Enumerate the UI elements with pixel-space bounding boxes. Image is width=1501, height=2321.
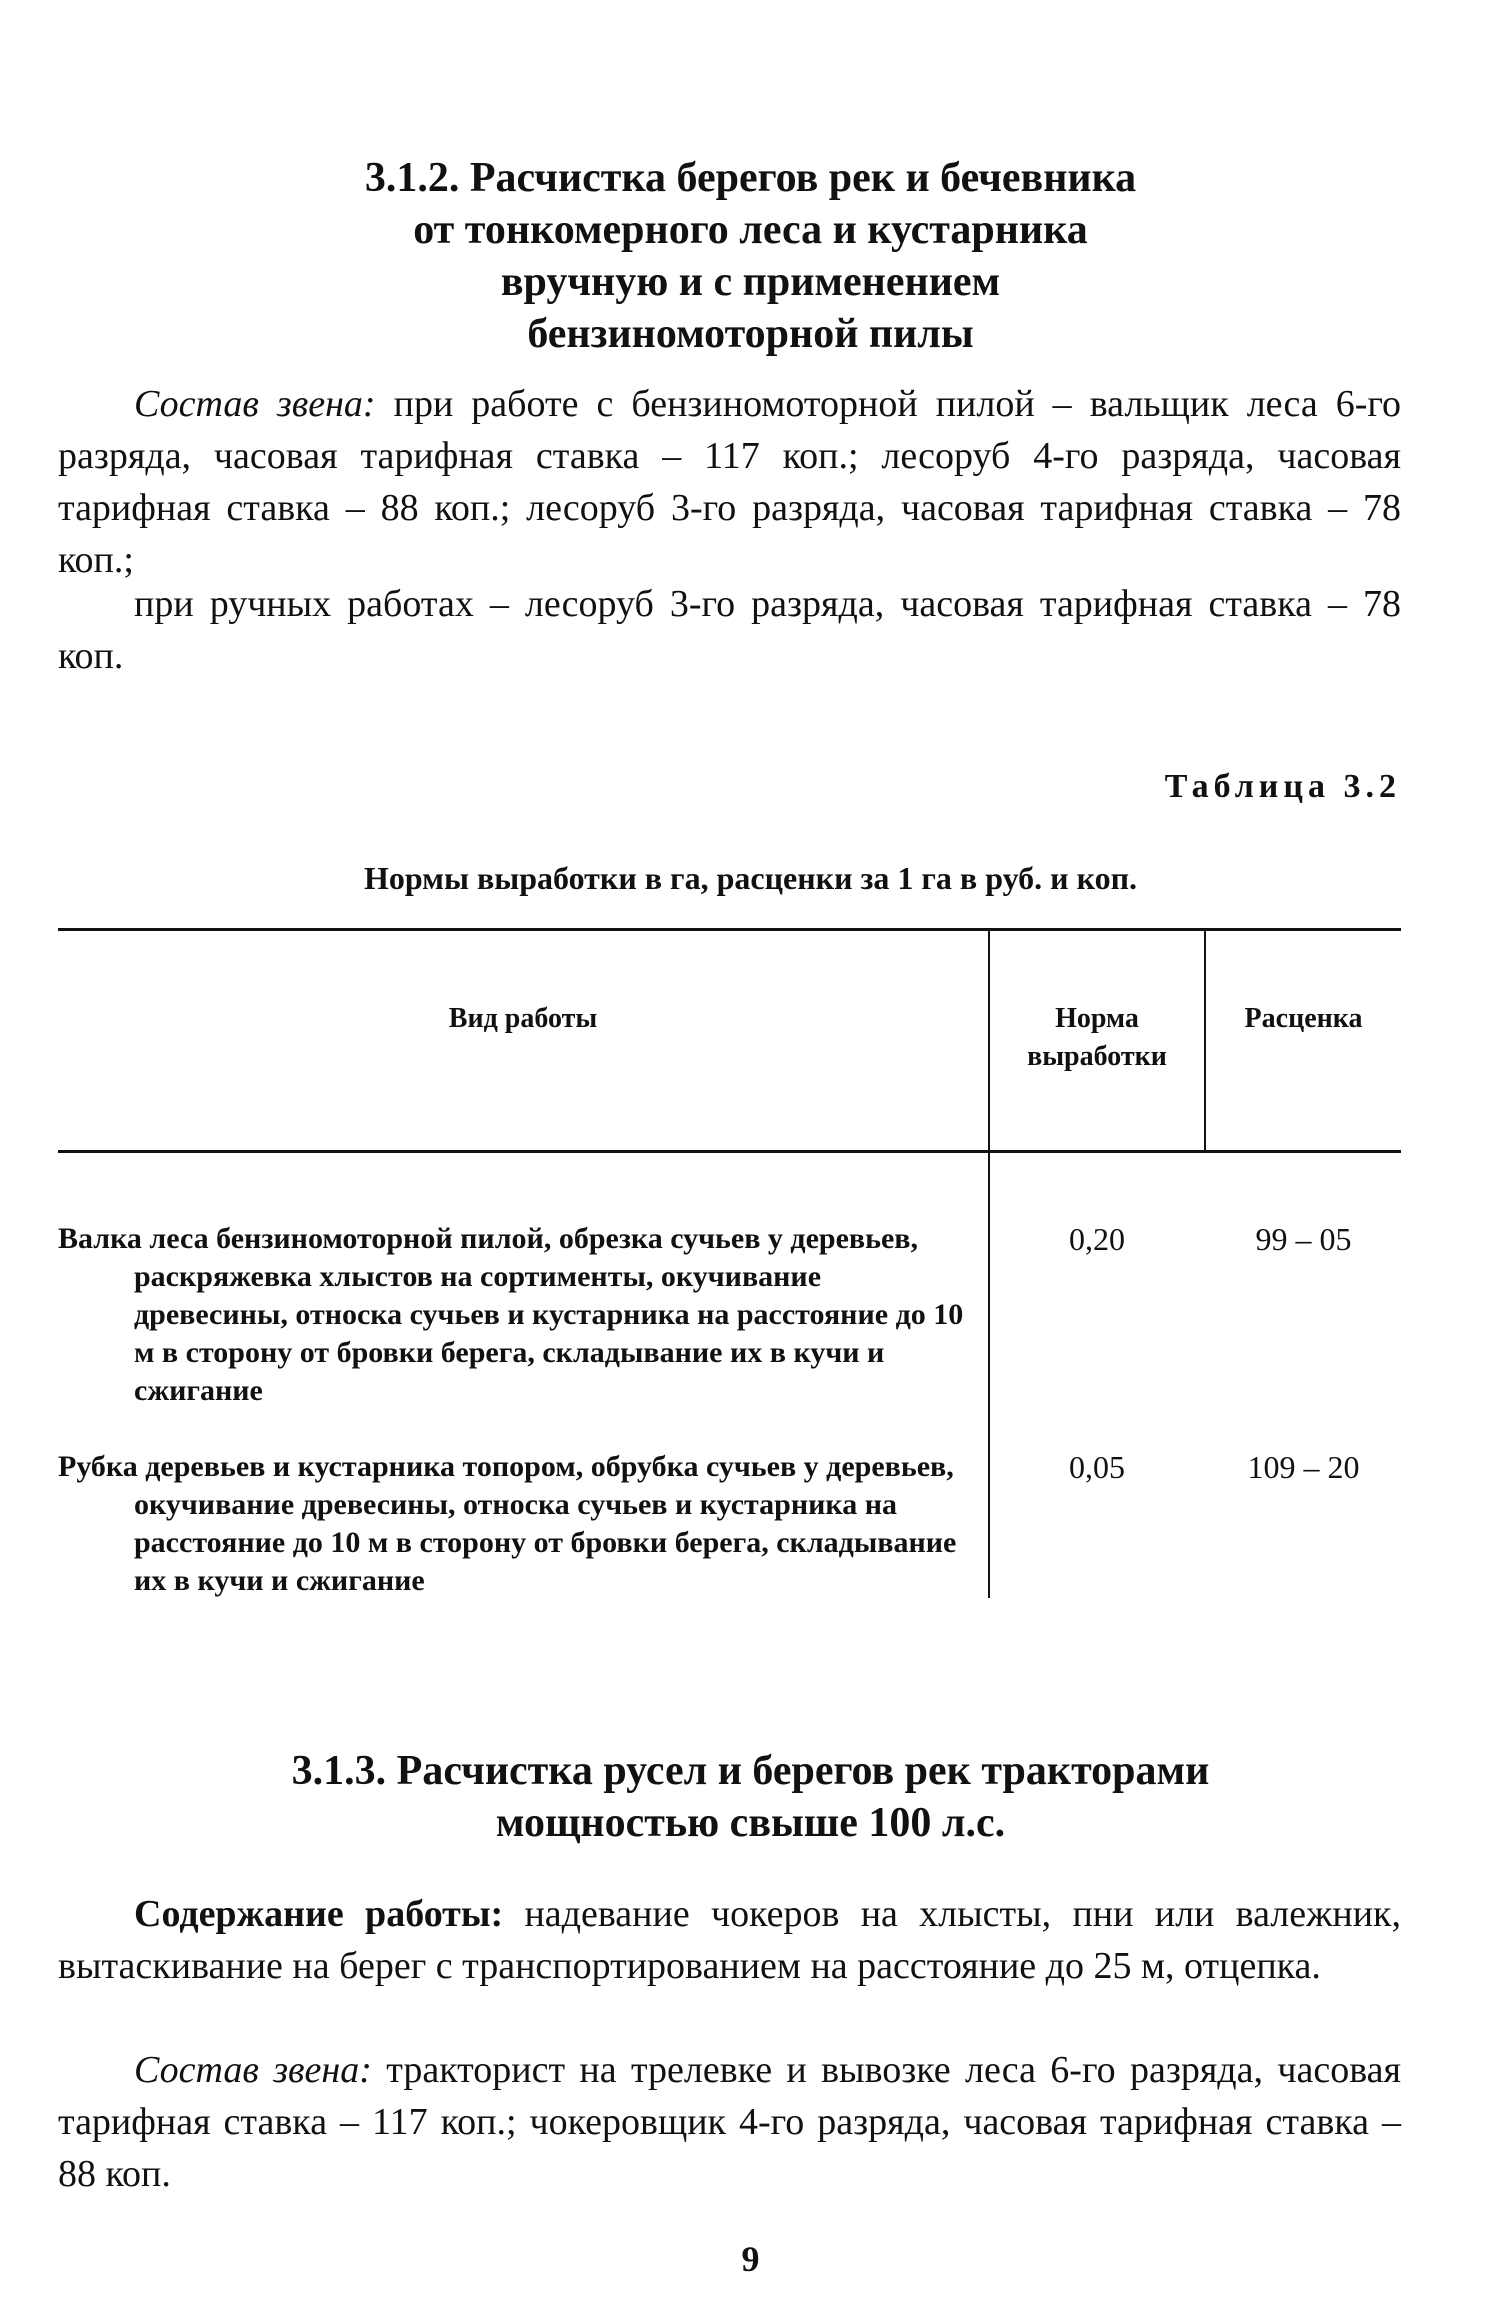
heading-line: от тонкомерного леса и кустарника [413, 207, 1088, 253]
heading-line: бензиномоторной пилы [527, 311, 974, 357]
heading-line: 3.1.3. Расчистка русел и берегов рек тракторами [291, 1748, 1210, 1794]
rate-value: 99 – 05 [1255, 1221, 1352, 1257]
work-description: Рубка деревьев и кустарника топором, обрубка сучьев у деревьев, окучивание древесины, относка сучьев и кустарника на расстояние до 10 м в сторону от бровки берега, складывание их в кучи и сжигание [58, 1450, 957, 1597]
header-norm [990, 1000, 1204, 1076]
header-work-type: Вид работы [448, 1003, 598, 1034]
norm-value: 0,05 [1069, 1449, 1125, 1485]
work-description: Валка леса бензиномоторной пилой, обрезка сучьев у деревьев, раскряжевка хлыстов на сортименты, окучивание древесины, относка сучьев и кустарника на расстояние до 10 м в сторону от бровки берега, складывание их в кучи и сжигание [58, 1222, 964, 1407]
crew-lead: Состав звена: [134, 383, 376, 425]
crew-lead: Состав звена: [134, 2049, 372, 2091]
table-row-work [58, 1448, 978, 1600]
section-heading-3-1-3 [0, 1745, 1501, 1849]
page-number: 9 [741, 2239, 760, 2279]
crew-paragraph [58, 378, 1401, 586]
norm-value: 0,20 [1069, 1221, 1125, 1257]
section-heading-3-1-2 [0, 152, 1501, 360]
table-header-rule [58, 1150, 1401, 1153]
content-lead: Содержание работы: [134, 1893, 504, 1935]
table-title: Нормы выработки в га, расценки за 1 га в руб. и коп. [363, 860, 1138, 896]
heading-line: вручную и с применением [500, 259, 1001, 305]
table-row-work [58, 1220, 978, 1410]
table-column-divider [1204, 928, 1206, 1152]
content-text: надевание чокеров на хлысты, пни или валежник, вытаскивание на берег с транспортированием на расстояние до 25 м, отцепка. [58, 1893, 1402, 1987]
crew-paragraph [58, 2044, 1401, 2200]
header-norm-line: выработки [1027, 1041, 1167, 1072]
crew-text: тракторист на трелевке и вывозке леса 6-го разряда, часовая тарифная ставка – 117 коп.; чокеровщик 4-го разряда, часовая тарифная ставка – 88 коп. [58, 2049, 1401, 2195]
table-top-rule [58, 928, 1401, 931]
heading-line: 3.1.2. Расчистка берегов рек и бечевника [364, 155, 1137, 201]
header-norm-line: Норма [1055, 1003, 1139, 1034]
table-caption: Таблица 3.2 [1164, 768, 1401, 805]
work-content-paragraph [58, 1888, 1401, 1992]
crew-text: при работе с бензиномоторной пилой – вальщик леса 6-го разряда, часовая тарифная ставка – 117 коп.; лесоруб 4-го разряда, часовая тарифная ставка – 88 коп.; лесоруб 3-го разряда, часовая тарифная ставка – 78 коп.; [58, 383, 1401, 581]
manual-work-paragraph: при ручных работах – лесоруб 3-го разряда, часовая тарифная ставка – 78 коп. [58, 583, 1401, 677]
rate-value: 109 – 20 [1247, 1449, 1360, 1485]
heading-line: мощностью свыше 100 л.с. [495, 1800, 1006, 1846]
header-rate: Расценка [1244, 1003, 1363, 1034]
